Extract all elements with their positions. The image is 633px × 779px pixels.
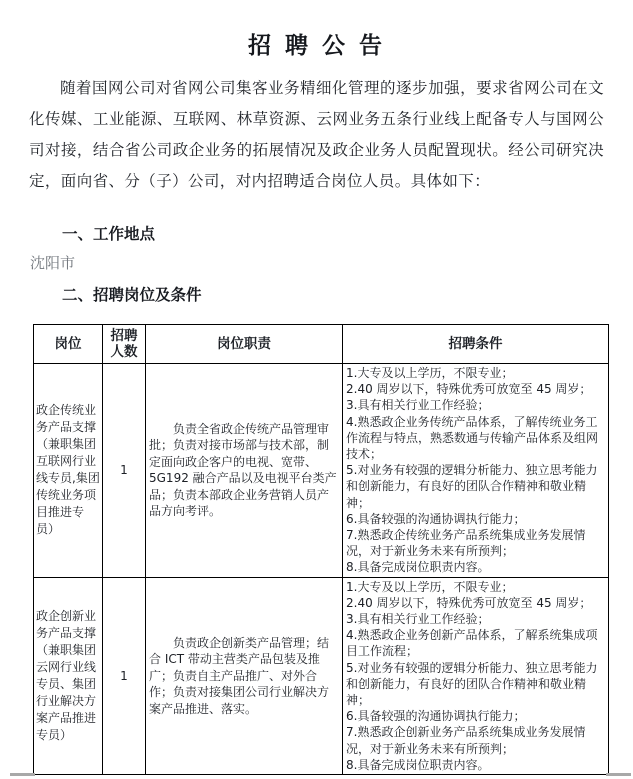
requirement-line: 8.具备完成岗位职责内容。: [346, 757, 490, 772]
requirements-cell: [343, 577, 609, 774]
requirements-cell: [343, 364, 609, 578]
position-cell: 政企传统业务产品支撑（兼职集团互联网行业线专员,集团传统业务项目推进专员）: [34, 364, 103, 578]
scrollbar-fragment-left[interactable]: [10, 773, 35, 776]
intro-paragraph: 随着国网公司对省网公司集客业务精细化管理的逐步加强，要求省网公司在文化传媒、工业能源、互联网、林草资源、云网业务五条行业线上配备专人与国网公司对接，结合省公司政企业务的拓展情况及政企业务人员配置现状。经公司研究决定，面向省、分（子）公司，对内招聘适合岗位人员。具体如下：: [29, 79, 604, 190]
column-header-position: 岗位: [34, 325, 103, 364]
headcount-cell: 1: [103, 364, 146, 578]
recruitment-table: [33, 324, 609, 775]
requirement-line: 7.熟悉政企创新业务产品系统集成业务发展情况，对于新业务未来有所预判；: [346, 725, 586, 756]
requirement-line: 4.熟悉政企业务传统产品体系，了解传统业务工作流程与特点，熟悉数通与传输产品体系及组网技术；: [346, 414, 599, 462]
requirement-line: 6.具备较强的沟通协调执行能力；: [346, 511, 526, 526]
requirement-line: 2.40 周岁以下，特殊优秀可放宽至 45 周岁；: [346, 595, 592, 610]
requirement-line: 3.具有相关行业工作经验；: [346, 398, 490, 413]
requirement-line: 6.具备较强的沟通协调执行能力；: [346, 709, 526, 724]
requirement-line: 4.熟悉政企业务创新产品体系，了解系统集成项目工作流程；: [346, 628, 598, 659]
duties-cell: [146, 577, 343, 774]
table-row: [34, 364, 609, 578]
requirement-line: 2.40 周岁以下，特殊优秀可放宽至 45 周岁；: [346, 382, 592, 397]
requirement-line: 5.对业务有较强的逻辑分析能力、独立思考能力和创新能力，有良好的团队合作精神和敬业精神；: [346, 660, 598, 708]
column-header-duties: 岗位职责: [146, 325, 343, 364]
page-title: 招 聘 公 告: [247, 32, 386, 59]
duties-text: 负责政企创新类产品管理；结合 ICT 带动主营类产品包装及推广；负责自主产品推广、对外合作；负责对接集团公司行业解决方案产品推进、落实。: [149, 635, 330, 716]
requirement-line: 5.对业务有较强的逻辑分析能力、独立思考能力和创新能力，有良好的团队合作精神和敬业精神；: [346, 463, 598, 510]
duties-text: 负责全省政企传统产品管理审批；负责对接市场部与技术部，制定面向政企客户的电视、宽带、5G192 融合产品以及电视平台类产品；负责本部政企业务营销人员产品方向考评。: [149, 421, 337, 519]
section-heading-work-location: 一、工作地点: [62, 225, 156, 243]
scrollbar-fragment-right[interactable]: [606, 773, 631, 776]
section-heading-positions: 二、招聘岗位及条件: [62, 286, 202, 304]
document: [0, 27, 633, 775]
requirement-line: 1.大专及以上学历，不限专业；: [346, 366, 514, 380]
requirement-line: 1.大专及以上学历，不限专业；: [346, 579, 514, 594]
column-header-requirements: 招聘条件: [343, 325, 609, 364]
headcount-cell: 1: [103, 577, 146, 774]
column-header-headcount: 招聘人数: [103, 325, 146, 364]
work-location-value: 沈阳市: [30, 254, 76, 272]
duties-cell: [146, 364, 343, 578]
requirement-line: 3.具有相关行业工作经验；: [346, 612, 490, 627]
position-cell: 政企创新业务产品支撑（兼职集团云网行业线专员、集团行业解决方案产品推进专员）: [34, 577, 103, 774]
requirement-line: 8.具备完成岗位职责内容。: [346, 560, 490, 575]
table-header-row: [34, 325, 609, 364]
requirement-line: 7.熟悉政企传统业务产品系统集成业务发展情况，对于新业务未来有所预判；: [346, 528, 586, 559]
table-row: [34, 577, 609, 774]
